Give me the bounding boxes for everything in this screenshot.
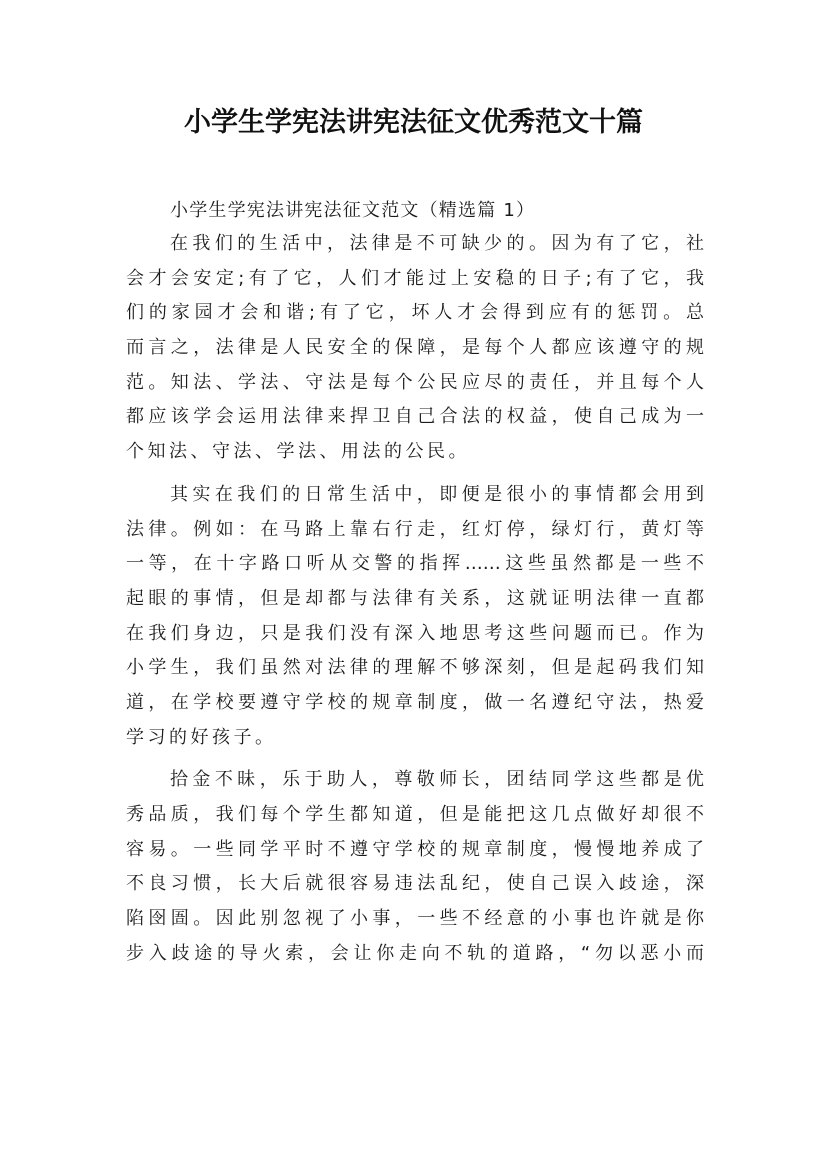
text-line: 一等，在十字路口听从交警的指挥……这些虽然都是一些不: [126, 553, 704, 575]
text-line: 其实在我们的日常生活中，即便是很小的事情都会用到: [170, 483, 704, 505]
text-line: 道，在学校要遵守学校的规章制度，做一名遵纪守法，热爱: [126, 691, 704, 713]
text-line: 容易。一些同学平时不遵守学校的规章制度，慢慢地养成了: [126, 838, 704, 860]
text-line: 秀品质，我们每个学生都知道，但是能把这几点做好却很不: [126, 804, 704, 825]
text-line: 步入歧途的导火索，会让你走向不轨的道路，“勿以恶小而: [126, 942, 704, 964]
section-heading: 小学生学宪法讲宪法征文范文（精选篇 1）: [170, 200, 536, 221]
text-line: 都应该学会运用法律来捍卫自己合法的权益，使自己成为一: [126, 406, 704, 428]
document-body: [126, 195, 704, 979]
text-line: 小学生，我们虽然对法律的理解不够深刻，但是起码我们知: [126, 657, 704, 679]
text-line: 范。知法、学法、守法是每个公民应尽的责任，并且每个人: [126, 371, 704, 393]
paragraph-2: [126, 478, 704, 756]
document-title: 小学生学宪法讲宪法征文优秀范文十篇: [184, 107, 643, 138]
paragraph-1: [126, 227, 704, 470]
text-line: 学习的好孩子。: [126, 726, 277, 748]
text-line: 在我们的生活中，法律是不可缺少的。因为有了它，社: [170, 233, 704, 254]
text-line: 拾金不昧，乐于助人，尊敬师长，团结同学这些都是优: [170, 769, 704, 791]
paragraph-3: [126, 763, 704, 971]
text-line: 会才会安定;有了它，人们才能过上安稳的日子;有了它，我: [126, 267, 704, 289]
text-line: 个知法、守法、学法、用法的公民。: [126, 441, 470, 463]
text-line: 陷囹圄。因此别忽视了小事，一些不经意的小事也许就是你: [126, 908, 704, 930]
text-line: 而言之，法律是人民安全的保障，是每个人都应该遵守的规: [126, 337, 704, 359]
text-line: 们的家园才会和谐;有了它，坏人才会得到应有的惩罚。总: [126, 302, 704, 324]
text-line: 法律。例如：在马路上靠右行走，红灯停，绿灯行，黄灯等: [126, 518, 704, 540]
text-line: 在我们身边，只是我们没有深入地思考这些问题而已。作为: [126, 622, 704, 644]
text-line: 不良习惯，长大后就很容易违法乱纪，使自己误入歧途，深: [126, 873, 704, 895]
text-line: 起眼的事情，但是却都与法律有关系，这就证明法律一直都: [126, 587, 704, 609]
